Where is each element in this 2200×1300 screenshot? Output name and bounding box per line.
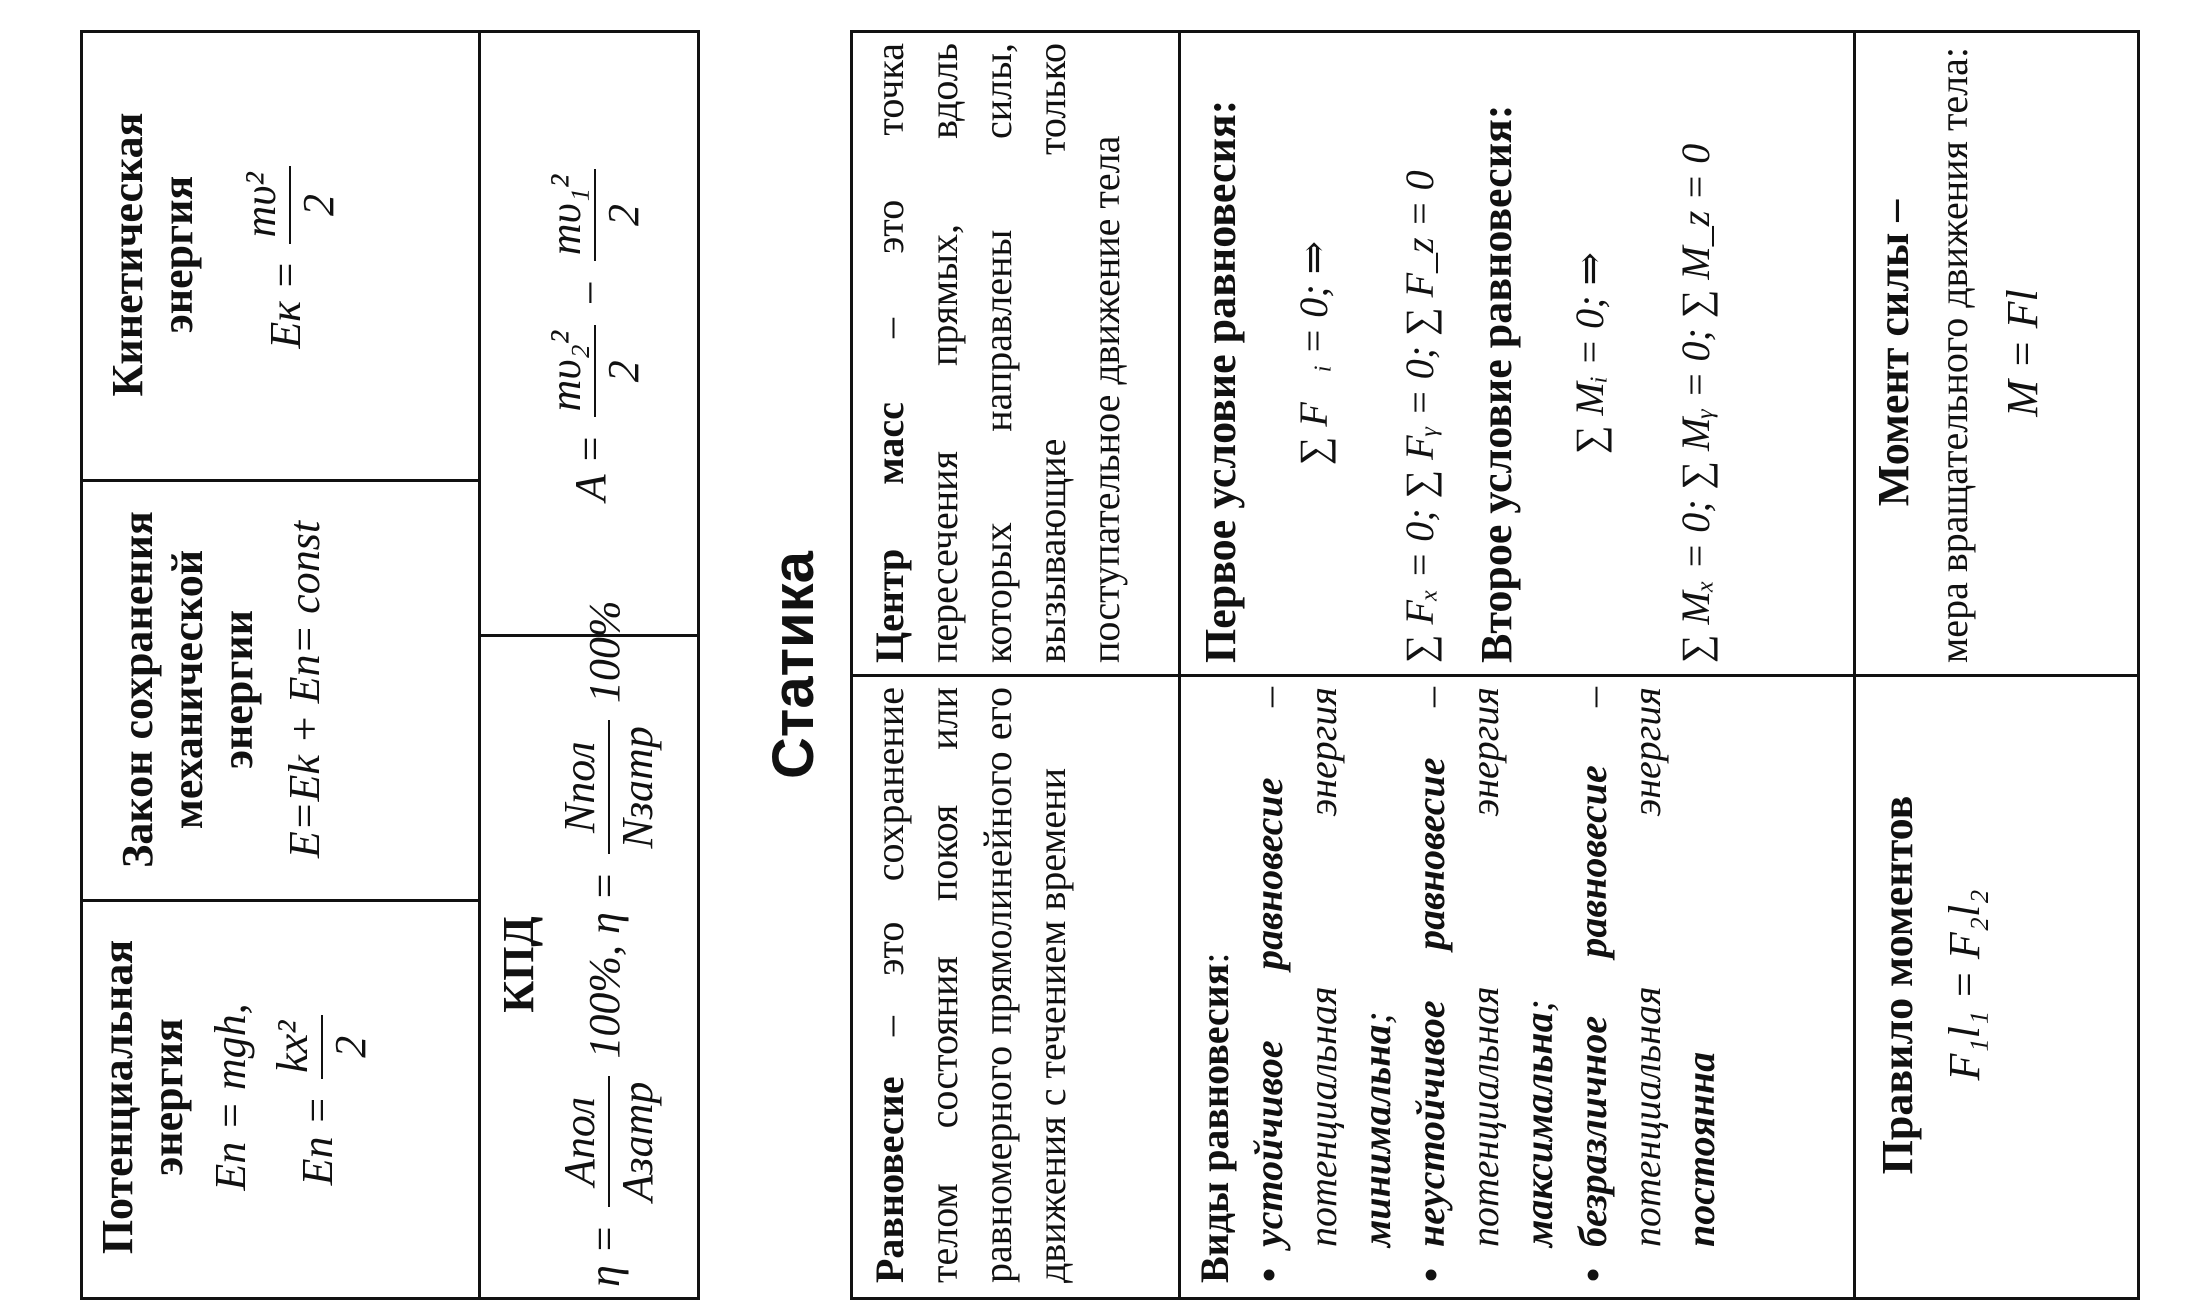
potential-energy-denominator: 2 <box>326 1035 375 1058</box>
kinetic-energy-cell <box>93 37 473 472</box>
potential-energy-title: Потенциальная энергия <box>93 939 192 1255</box>
efficiency-formula <box>552 600 666 1287</box>
kinetic-energy-denominator: 2 <box>294 193 343 216</box>
statics-table <box>850 30 2140 1300</box>
type-2-mid: – потенциальная энергия <box>1408 687 1507 1247</box>
first-condition-formula-1: ∑ F⃗ᵢ = 0; ⇒ <box>1291 240 1336 466</box>
kinetic-energy-title: Кинетическая энергия <box>103 112 202 397</box>
statics-col-divider <box>853 674 2137 677</box>
first-condition-formula-2: ∑ Fₓ = 0; ∑ Fᵧ = 0; ∑ F_z = 0 <box>1397 170 1442 663</box>
kinetic-energy-formula-left: Eк = <box>261 260 311 349</box>
equilibrium-types-colon: : <box>1192 952 1237 964</box>
work-numerator-2: mυ₁² <box>538 169 596 261</box>
work-formula <box>538 37 652 627</box>
type-1-mid: – потенциальная энергия <box>1246 687 1345 1247</box>
energy-table <box>80 30 700 1300</box>
moment-cell <box>1863 43 2133 663</box>
potential-energy-formula-2 <box>265 907 379 1287</box>
statics-left-divider-1 <box>1178 677 1181 1297</box>
efficiency-power-fraction <box>552 720 666 854</box>
moment-formula: M = Fl <box>1998 289 2047 417</box>
efficiency-power-numerator: Nпол <box>552 720 610 854</box>
equilibrium-definition <box>863 687 1173 1283</box>
center-mass-term: Центр масс <box>867 402 912 663</box>
type-2-value: максимальна <box>1516 1012 1561 1247</box>
equilibrium-types <box>1188 687 1843 1283</box>
work-numerator-1: mυ₂² <box>538 325 596 417</box>
kinetic-energy-numerator: mυ² <box>233 166 291 243</box>
second-condition-title: Второе условие равновесия: <box>1472 104 1521 663</box>
second-condition-formula-2: ∑ Mₓ = 0; ∑ Mᵧ = 0; ∑ M_z = 0 <box>1673 143 1718 663</box>
equilibrium-conditions <box>1188 43 1843 663</box>
statics-title: Статика <box>761 551 826 779</box>
moment-rule-cell <box>1863 687 2133 1283</box>
equilibrium-term: Равновесие <box>867 1076 912 1283</box>
statics-left-divider-2 <box>1853 677 1856 1297</box>
conservation-law-title: Закон сохранения механической энергии <box>113 511 262 868</box>
moment-rule-title: Правило моментов <box>1873 795 1922 1175</box>
moment-text: мера вращательного движения тела: <box>1931 46 1976 663</box>
work-minus: − <box>566 278 616 308</box>
moment-title: Момент силы – <box>1869 199 1918 507</box>
kinetic-energy-formula <box>233 37 347 472</box>
type-3-value: постоянна <box>1678 1051 1723 1247</box>
efficiency-work-fraction <box>552 1076 666 1208</box>
energy-col-divider-2 <box>83 479 478 482</box>
conservation-law-formula: E=Ek + Eп= const <box>280 520 329 859</box>
list-item <box>1566 687 1728 1247</box>
list-item <box>1242 687 1404 1247</box>
potential-energy-fraction <box>265 1015 379 1079</box>
efficiency-cell <box>488 600 693 1287</box>
first-condition-title: Первое условие равновесия: <box>1196 99 1245 663</box>
equilibrium-text: – это сохранение телом состояния покоя или равномерного прямолинейного его движения с течением времени <box>867 687 1074 1283</box>
equilibrium-types-list <box>1242 687 1728 1283</box>
potential-energy-formula-1: Eп = mgh, <box>206 1003 255 1191</box>
efficiency-mid: 100%, η = <box>580 871 630 1059</box>
moment-rule-formula: F₁l₁ = F₂l₂ <box>1940 889 1989 1081</box>
list-item <box>1404 687 1566 1247</box>
equilibrium-types-heading <box>1188 687 1242 1283</box>
kinetic-energy-fraction <box>233 166 347 243</box>
type-3-term: безразличное равновесие <box>1570 765 1615 1247</box>
equilibrium-types-title: Виды равновесия <box>1192 963 1237 1283</box>
second-condition-formula-1: ∑ Mᵢ = 0; ⇒ <box>1567 252 1612 454</box>
potential-energy-numerator: kx² <box>265 1015 323 1079</box>
potential-energy-cell <box>93 907 473 1287</box>
work-cell <box>488 37 693 627</box>
type-1-value: минимальна <box>1354 1024 1399 1247</box>
efficiency-work-numerator: Aпол <box>552 1076 610 1208</box>
efficiency-title: КПД <box>494 916 543 1013</box>
energy-table-divider <box>478 33 481 1297</box>
work-fraction-1 <box>538 325 652 417</box>
type-1-term: устойчивое равновесие <box>1246 777 1291 1247</box>
center-mass-definition <box>863 43 1173 663</box>
type-2-end: ; <box>1516 999 1561 1013</box>
efficiency-end: 100% <box>580 600 630 704</box>
potential-energy-formula-2-left: Eп = <box>293 1095 343 1186</box>
type-3-mid: – потенциальная энергия <box>1570 686 1669 1247</box>
center-mass-text: – это точка пересечения прямых, вдоль которых направлены силы, вызывающие только поступательное движение тела <box>867 43 1128 663</box>
work-denominator-2: 2 <box>599 204 648 227</box>
work-left: A = <box>566 434 616 502</box>
efficiency-work-denominator: Aзатр <box>613 1081 662 1202</box>
statics-right-divider-2 <box>1853 33 1856 677</box>
efficiency-eta: η = <box>580 1224 630 1287</box>
type-2-term: неустойчивое равновесие <box>1408 757 1453 1247</box>
conservation-law-cell <box>93 487 473 892</box>
efficiency-power-denominator: Nзатр <box>613 726 662 849</box>
energy-col-divider-1 <box>83 899 478 902</box>
work-denominator-1: 2 <box>599 360 648 383</box>
type-1-end: ; <box>1354 1011 1399 1025</box>
work-fraction-2 <box>538 169 652 261</box>
statics-right-divider-1 <box>1178 33 1181 677</box>
